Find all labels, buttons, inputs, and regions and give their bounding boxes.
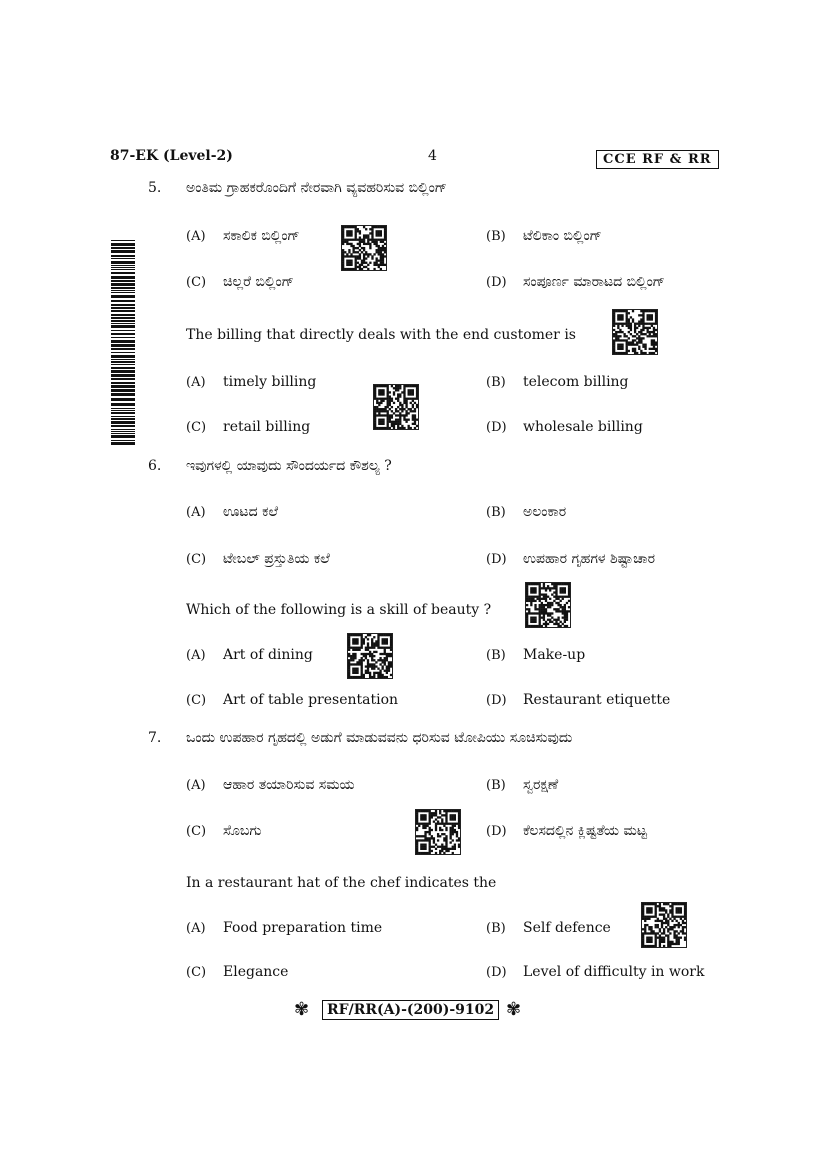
option-text: Elegance xyxy=(223,964,289,980)
option-text: ಟೇಬಲ್ ಪ್ರಸ್ತುತಿಯ ಕಲೆ xyxy=(223,551,330,567)
option-letter: (D) xyxy=(486,420,507,435)
option-text: ಸ್ವರಕ್ಷಣೆ xyxy=(523,777,559,793)
barcode-icon xyxy=(111,240,135,446)
option-letter: (A) xyxy=(186,375,206,390)
option-text: ಆಹಾರ ತಯಾರಿಸುವ ಸಮಯ xyxy=(223,777,355,793)
question-text-english: The billing that directly deals with the end customer is xyxy=(186,327,576,343)
option-letter: (C) xyxy=(186,420,207,435)
option-letter: (C) xyxy=(186,552,207,567)
option-text: Art of table presentation xyxy=(223,692,399,708)
option-letter: (B) xyxy=(486,921,506,936)
option-text: Self defence xyxy=(523,920,611,936)
option-text: Make-up xyxy=(523,647,586,663)
option-letter: (B) xyxy=(486,505,506,520)
option-text: Restaurant etiquette xyxy=(523,692,671,708)
question-number: 5. xyxy=(148,180,162,196)
qr-code-icon xyxy=(641,902,687,948)
option-letter: (B) xyxy=(486,375,506,390)
option-letter: (C) xyxy=(186,965,207,980)
question-text-english: Which of the following is a skill of beauty ? xyxy=(186,602,492,618)
question-text-kannada: ಇವುಗಳಲ್ಲಿ ಯಾವುದು ಸೌಂದರ್ಯದ ಕೌಶಲ್ಯ ? xyxy=(186,458,392,474)
option-letter: (A) xyxy=(186,505,206,520)
qr-code-icon xyxy=(341,225,387,271)
question-number: 7. xyxy=(148,730,162,746)
qr-code-icon xyxy=(612,309,658,355)
question-text-kannada: ಅಂತಿಮ ಗ್ರಾಹಕರೊಂದಿಗೆ ನೇರವಾಗಿ ವ್ಯವಹರಿಸುವ ಬಿಲ್ಲಿಂಗ್ xyxy=(186,180,447,196)
option-text: Food preparation time xyxy=(223,920,383,936)
option-letter: (B) xyxy=(486,648,506,663)
option-letter: (A) xyxy=(186,229,206,244)
option-text: telecom billing xyxy=(523,374,629,390)
floral-ornament-icon: ✾ xyxy=(294,999,310,1020)
qr-code-icon xyxy=(347,633,393,679)
option-letter: (B) xyxy=(486,778,506,793)
option-letter: (D) xyxy=(486,824,507,839)
option-text: ಸಂಪೂರ್ಣ ಮಾರಾಟದ ಬಿಲ್ಲಿಂಗ್ xyxy=(523,274,665,290)
option-text: ಚಿಲ್ಲರೆ ಬಿಲ್ಲಿಂಗ್ xyxy=(223,274,294,290)
option-text: retail billing xyxy=(223,419,311,435)
floral-ornament-icon: ✾ xyxy=(506,999,522,1020)
footer-code: RF/RR(A)-(200)-9102 xyxy=(322,1000,499,1020)
option-text: ಊಟದ ಕಲೆ xyxy=(223,504,279,520)
option-letter: (A) xyxy=(186,648,206,663)
paper-code: 87-EK (Level-2) xyxy=(110,148,233,164)
option-letter: (D) xyxy=(486,275,507,290)
option-letter: (D) xyxy=(486,552,507,567)
option-text: timely billing xyxy=(223,374,317,390)
option-letter: (C) xyxy=(186,824,207,839)
option-text: Art of dining xyxy=(223,647,313,663)
option-text: ಉಪಹಾರ ಗೃಹಗಳ ಶಿಷ್ಟಾಚಾರ xyxy=(523,551,656,567)
option-letter: (B) xyxy=(486,229,506,244)
question-text-english: In a restaurant hat of the chef indicates the xyxy=(186,875,497,891)
qr-code-icon xyxy=(525,582,571,628)
option-letter: (A) xyxy=(186,921,206,936)
exam-label: CCE RF & RR xyxy=(596,150,719,169)
option-letter: (D) xyxy=(486,693,507,708)
question-number: 6. xyxy=(148,458,162,474)
option-text: ಟೆಲಿಕಾಂ ಬಿಲ್ಲಿಂಗ್ xyxy=(523,228,602,244)
option-letter: (C) xyxy=(186,693,207,708)
option-letter: (C) xyxy=(186,275,207,290)
option-letter: (D) xyxy=(486,965,507,980)
option-text: ಸೊಬಗು xyxy=(223,823,262,839)
page-number: 4 xyxy=(428,148,437,164)
option-text: ಸಕಾಲಿಕ ಬಿಲ್ಲಿಂಗ್ xyxy=(223,228,300,244)
qr-code-icon xyxy=(415,809,461,855)
option-text: ಕೆಲಸದಲ್ಲಿನ ಕ್ಲಿಷ್ಟತೆಯ ಮಟ್ಟ xyxy=(523,823,647,839)
option-text: wholesale billing xyxy=(523,419,643,435)
qr-code-icon xyxy=(373,384,419,430)
option-text: ಅಲಂಕಾರ xyxy=(523,504,567,520)
option-letter: (A) xyxy=(186,778,206,793)
question-text-kannada: ಒಂದು ಉಪಹಾರ ಗೃಹದಲ್ಲಿ ಅಡುಗೆ ಮಾಡುವವನು ಧರಿಸುವ ಟೋಪಿಯು ಸೂಚಿಸುವುದು xyxy=(186,730,573,746)
option-text: Level of difficulty in work xyxy=(523,964,705,980)
